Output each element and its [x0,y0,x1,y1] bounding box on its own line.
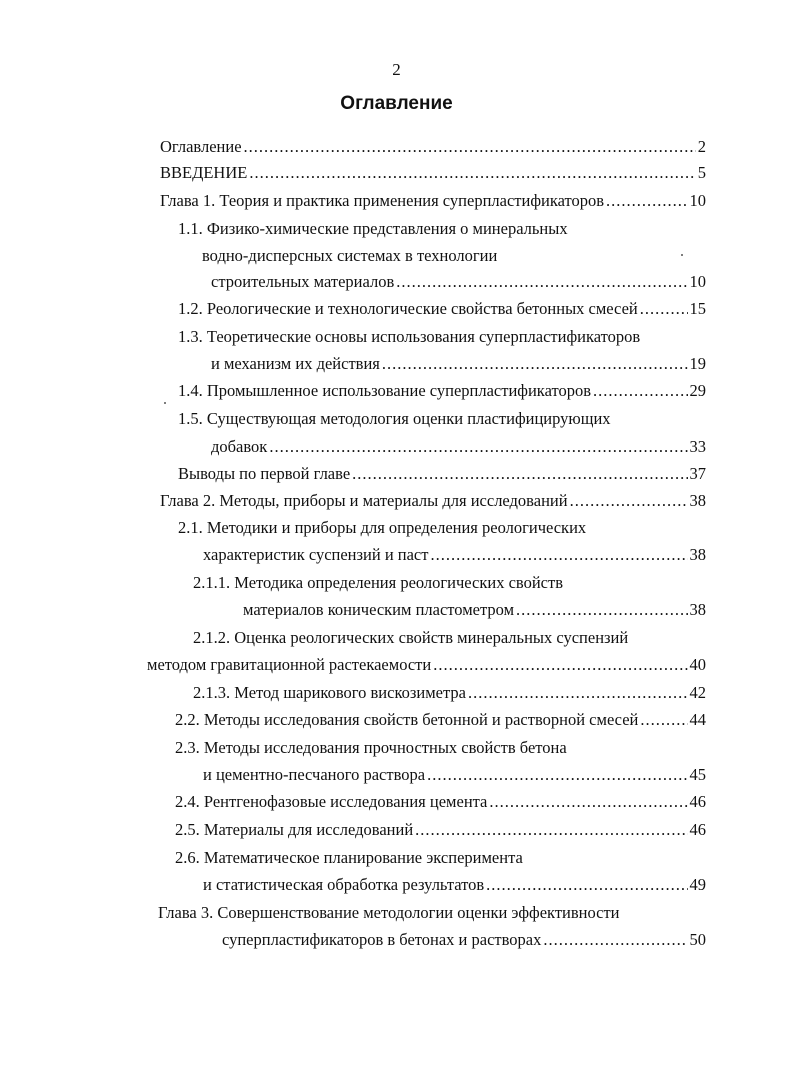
toc-entry-page: 5 [697,163,706,182]
toc-entry-page: 29 [689,381,706,400]
dot-leader [640,709,687,731]
toc-entry-1-1-line-1[interactable]: 1.1. Физико-химические представления о минеральных [178,219,568,238]
toc-entry-2-2[interactable] [175,709,706,731]
dot-leader [593,380,687,402]
toc-entry-text: 1.4. Промышленное использование суперпластификаторов [178,381,592,400]
toc-entry-1-4[interactable] [178,380,706,402]
scan-speck [681,254,683,256]
toc-entry-page: 50 [689,930,706,949]
dot-leader [489,791,687,813]
toc-entry-text: характеристик суспензий и паст [203,545,429,564]
toc-entry-2-4[interactable] [175,791,706,813]
toc-entry-page: 44 [689,710,706,729]
toc-entry-text: Глава 1. Теория и практика применения суперпластификаторов [160,191,605,210]
toc-entry-2-1-1[interactable] [243,599,706,621]
toc-entry-text: строительных материалов [211,272,395,291]
toc-entry-chapter-2[interactable] [160,490,706,512]
toc-entry-1-3[interactable] [211,353,706,375]
toc-entry-2-3[interactable] [203,764,706,786]
dot-leader [382,353,688,375]
toc-entry-page: 49 [689,875,706,894]
dot-leader [269,436,687,458]
toc-heading: Оглавление [340,93,453,114]
toc-entry-page: 2 [697,137,706,156]
toc-entry-text: ВВЕДЕНИЕ [160,163,248,182]
dot-leader [516,599,687,621]
toc-entry-text: Оглавление [160,137,242,156]
toc-entry-chapter-1[interactable] [160,190,706,212]
page-number: 2 [392,60,401,79]
toc-entry-page: 40 [689,655,706,674]
toc-entry-text: 1.2. Реологические и технологические свойства бетонных смесей [178,299,638,318]
toc-entry-2-3-line-1[interactable]: 2.3. Методы исследования прочностных свойств бетона [175,738,567,757]
dot-leader [427,764,687,786]
toc-entry-page: 37 [689,464,706,483]
toc-entry-text: 2.5. Материалы для исследований [175,820,414,839]
toc-entry-page: 45 [689,765,706,784]
toc-entry-text: и статистическая обработка результатов [203,875,485,894]
dot-leader [415,819,687,841]
toc-entry-page: 38 [689,545,706,564]
dot-leader [543,929,687,951]
toc-entry-page: 19 [689,354,706,373]
toc-entry-chapter-1-conclusions[interactable] [178,463,706,485]
toc-entry-page: 33 [689,437,706,456]
dot-leader [244,136,696,158]
toc-entry-text: и механизм их действия [211,354,380,373]
toc-entry-1-2[interactable] [178,298,706,320]
toc-entry-page: 15 [689,299,706,318]
toc-entry-2-1-3[interactable] [193,682,706,704]
toc-entry-text: 2.2. Методы исследования свойств бетонной и растворной смесей [175,710,639,729]
toc-entry-text: Глава 2. Методы, приборы и материалы для исследований [160,491,568,510]
dot-leader [486,874,687,896]
toc-entry-text: материалов коническим пластометром [243,600,515,619]
toc-entry-2-6[interactable] [203,874,706,896]
toc-entry-text: методом гравитационной растекаемости [147,655,432,674]
toc-entry-2-1-1-line-1[interactable]: 2.1.1. Методика определения реологических свойств [193,573,563,592]
toc-entry-2-6-line-1[interactable]: 2.6. Математическое планирование эксперимента [175,848,523,867]
toc-entry-chapter-3[interactable] [222,929,706,951]
toc-entry-2-1-line-1[interactable]: 2.1. Методики и приборы для определения реологических [178,518,587,537]
dot-leader [640,298,688,320]
toc-entry-2-1[interactable] [203,544,706,566]
dot-leader [396,271,687,293]
toc-entry-page: 10 [689,191,706,210]
dot-leader [352,463,687,485]
toc-entry-2-5[interactable] [175,819,706,841]
dot-leader [606,190,687,212]
toc-entry-page: 10 [689,272,706,291]
dot-leader [430,544,687,566]
toc-entry-1-3-line-1[interactable]: 1.3. Теоретические основы использования суперпластификаторов [178,327,641,346]
toc-entry-contents[interactable] [160,136,706,158]
toc-entry-page: 38 [689,491,706,510]
dot-leader [468,682,688,704]
toc-entry-text: 2.1.3. Метод шарикового вискозиметра [193,683,466,702]
toc-entry-page: 46 [689,820,706,839]
toc-entry-2-1-2[interactable] [147,654,706,676]
dot-leader [249,162,695,184]
toc-entry-text: добавок [211,437,268,456]
toc-entry-text: и цементно-песчаного раствора [203,765,426,784]
toc-entry-page: 46 [689,792,706,811]
toc-entry-1-5[interactable] [211,436,706,458]
toc-entry-introduction[interactable] [160,162,706,184]
dot-leader [433,654,687,676]
toc-entry-chapter-3-line-1[interactable]: Глава 3. Совершенствование методологии оценки эффективности [158,903,620,922]
toc-entry-1-1-line-2[interactable]: водно-дисперсных системах в технологии [202,246,498,265]
toc-entry-1-1[interactable] [211,271,706,293]
dot-leader [570,490,688,512]
toc-entry-text: суперпластификаторов в бетонах и растворах [222,930,542,949]
toc-entry-text: Выводы по первой главе [178,464,351,483]
toc-entry-2-1-2-line-1[interactable]: 2.1.2. Оценка реологических свойств минеральных суспензий [193,628,629,647]
toc-entry-page: 38 [689,600,706,619]
toc-entry-text: 2.4. Рентгенофазовые исследования цемента [175,792,488,811]
toc-entry-page: 42 [689,683,706,702]
scan-speck [164,402,166,404]
toc-entry-1-5-line-1[interactable]: 1.5. Существующая методология оценки пластифицирующих [178,409,611,428]
